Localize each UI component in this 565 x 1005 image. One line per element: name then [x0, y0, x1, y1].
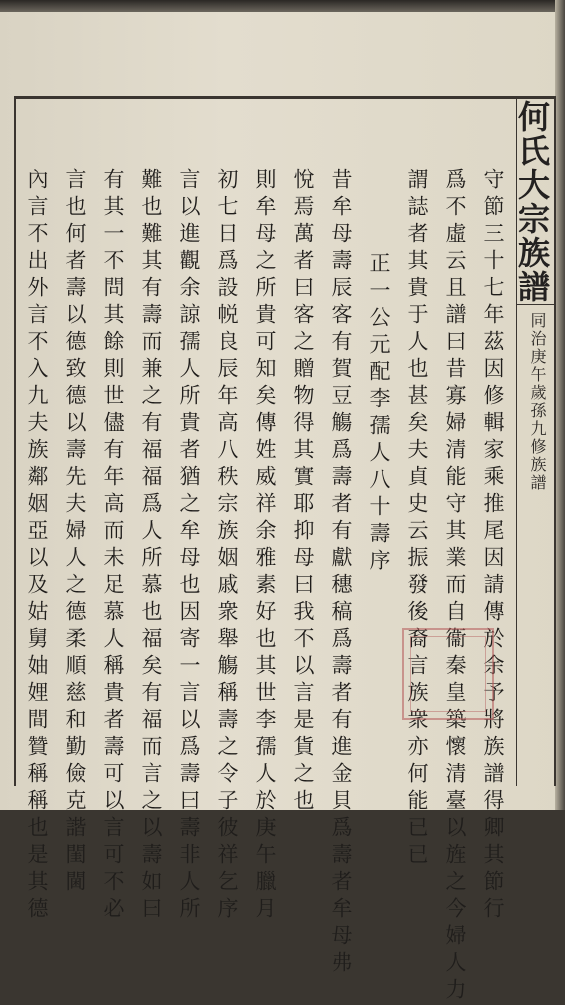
text-column: 初七日爲設帨良辰年高八秩宗族姻戚衆舉觴稱壽之令子彼祥乞序 — [215, 168, 239, 924]
text-column: 言也何者壽以德致德以壽先夫婦人之德柔順慈和勤儉克諧閨閫 — [63, 168, 87, 897]
text-column: 謂誌者其貴于人也甚矣夫貞史云振發後裔言族衆亦何能已已 — [405, 168, 429, 870]
text-column: 爲不虛云且譜曰昔寡婦清能守其業而自衞秦皇築懷清臺以旌之今婦人力 — [443, 168, 467, 1005]
text-column: 昔牟母壽辰客有賀豆觴爲壽者有獻穗稿爲壽者有進金貝爲壽者牟母弗 — [329, 168, 353, 978]
text-column: 難也難其有壽而兼之有福福爲人所慕也福矣有福而言之以壽如曰 — [139, 168, 163, 924]
text-column: 言以進觀余諒孺人所貴者猶之牟母也因寄一言以爲壽曰壽非人所 — [177, 168, 201, 924]
text-column: 守節三十七年茲因修輯家乘推尾因請傳於余予將族譜得卿其節行 — [481, 168, 505, 924]
book-margin-column — [513, 96, 556, 786]
book-title: 何氏大宗族譜 — [513, 100, 551, 304]
text-column: 有其一不問其餘則世儘有年高而未足慕人稱貴者壽可以言可不必 — [101, 168, 125, 924]
margin-divider — [517, 304, 554, 305]
seal-lettering — [412, 638, 484, 710]
text-column: 悅焉萬者曰客之贈物得其實耶抑母曰我不以言是貨之也 — [291, 168, 315, 816]
text-column: 則牟母之所貴可知矣傳姓威祥余雅素好也其世李孺人於庚午臘月 — [253, 168, 277, 924]
page-right-edge — [555, 0, 565, 810]
page-top-edge — [0, 0, 565, 12]
red-seal-stamp — [402, 628, 494, 720]
section-title: 正一公元配李孺人八十壽序 — [367, 252, 391, 576]
edition-note: 同治庚午歲孫九修族譜 — [528, 312, 547, 492]
text-column: 內言不出外言不入九夫族鄰姻亞以及姑舅妯娌間贊稱稱也是其德 — [25, 168, 49, 924]
